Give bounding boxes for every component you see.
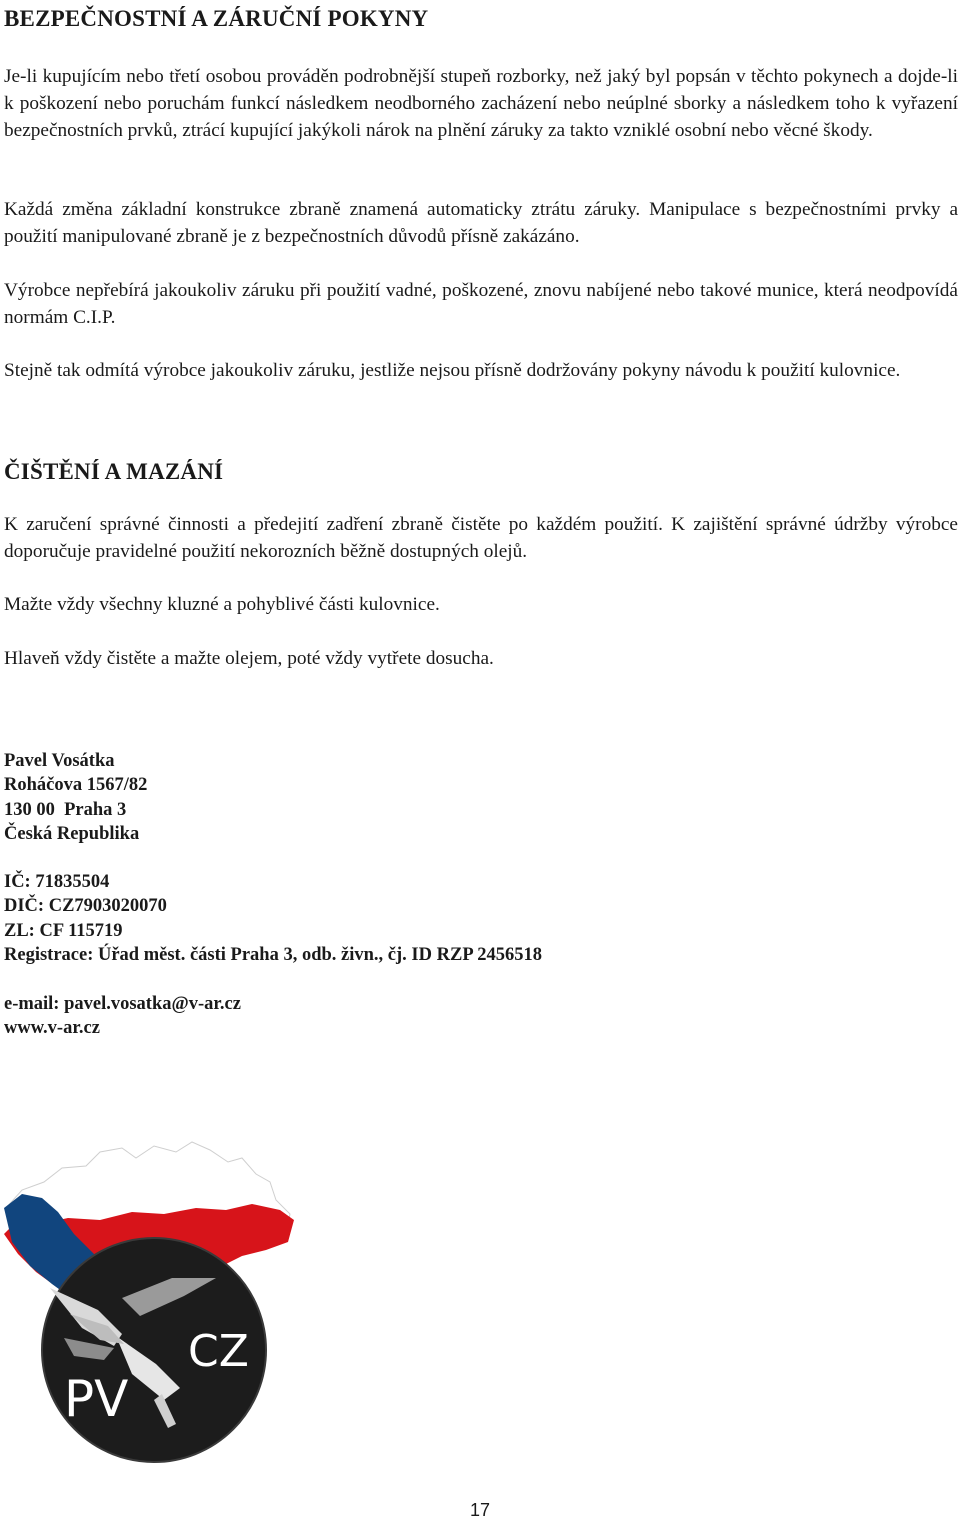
cleaning-paragraph-1: K zaručení správné činnosti a předejití zadření zbraně čistěte po každém použití. K zajištění správné údržby výrobce doporučuje pravidelné použití nekorozních běžně dostupných olejů. <box>4 514 958 562</box>
page-number: 17 <box>469 1500 491 1520</box>
safety-paragraph-1: Je-li kupujícím nebo třetí osobou prováděn podrobnější stupeň rozborky, než jaký byl popsán v těchto pokynech a dojde-li k poškození nebo poruchám funkcí následkem neodborného zacházení nebo neúplné sborky a následkem toho k vyřazení bezpečnostních prvků, ztrácí kupující jakýkoli nárok na plnění záruky za takto vzniklé osobní nebo věcné škody. <box>4 66 958 141</box>
safety-heading: BEZPEČNOSTNÍ A ZÁRUČNÍ POKYNY <box>4 6 429 31</box>
pv-cz-logo <box>4 1138 294 1466</box>
company-ic: IČ: 71835504 <box>4 872 110 892</box>
address-block <box>4 749 147 846</box>
company-zl: ZL: CF 115719 <box>4 920 123 941</box>
company-ids-block <box>4 870 542 967</box>
contact-website[interactable]: www.v-ar.cz <box>4 1018 100 1039</box>
cleaning-paragraph-3: Hlaveň vždy čistěte a mažte olejem, poté vždy vytřete dosucha. <box>4 648 494 669</box>
safety-paragraph-3: Výrobce nepřebírá jakoukoliv záruku při použití vadné, poškozené, znovu nabíjené nebo takové munice, která neodpovídá normám C.I.P. <box>4 280 958 328</box>
company-dic: DIČ: CZ7903020070 <box>4 896 167 917</box>
cleaning-heading: ČIŠTĚNÍ A MAZÁNÍ <box>4 459 224 484</box>
contact-country: Česká Republika <box>4 823 140 844</box>
contact-city: 130 00 Praha 3 <box>4 799 127 820</box>
safety-paragraph-2: Každá změna základní konstrukce zbraně znamená automaticky ztrátu záruky. Manipulace s bezpečnostními prvky a použití manipulované zbraně je z bezpečnostních důvodů přísně zakázáno. <box>4 199 958 247</box>
company-registration: Registrace: Úřad měst. části Praha 3, odb. živn., čj. ID RZP 2456518 <box>4 944 542 965</box>
cleaning-paragraph-2: Mažte vždy všechny kluzné a pohyblivé části kulovnice. <box>4 594 440 615</box>
web-contact-block <box>4 992 241 1041</box>
contact-name: Pavel Vosátka <box>4 751 115 771</box>
contact-street: Roháčova 1567/82 <box>4 775 148 796</box>
logo-text-cz: CZ <box>188 1326 249 1377</box>
contact-email[interactable]: e-mail: pavel.vosatka@v-ar.cz <box>4 994 241 1014</box>
safety-paragraph-4: Stejně tak odmítá výrobce jakoukoliv záruku, jestliže nejsou přísně dodržovány pokyny návodu k použití kulovnice. <box>4 360 901 381</box>
logo-text-pv: PV <box>64 1370 129 1428</box>
pv-badge <box>42 1238 266 1462</box>
